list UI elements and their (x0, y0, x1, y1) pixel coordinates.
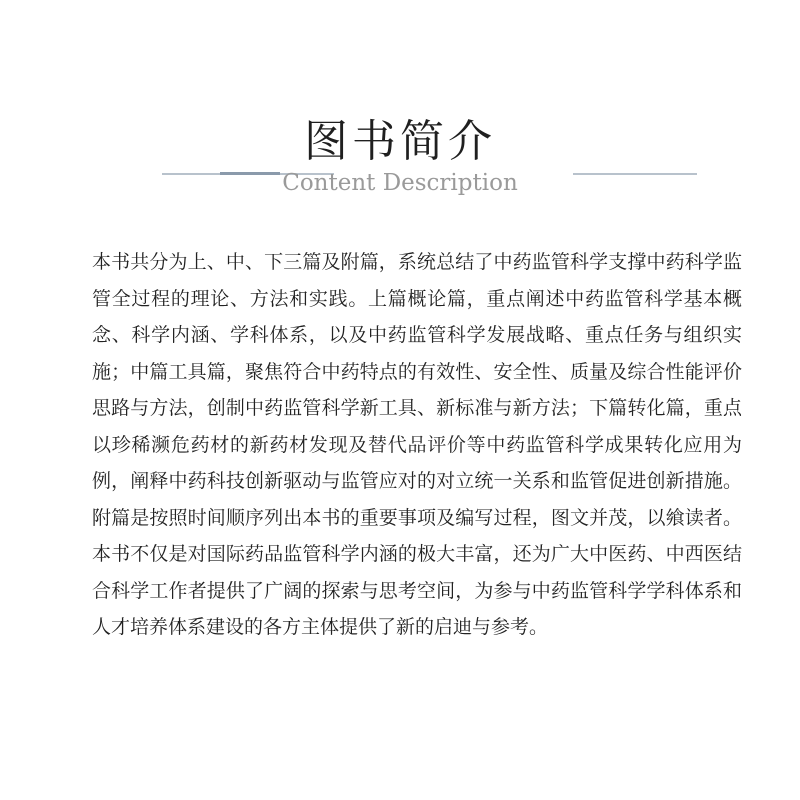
section-subtitle: Content Description (282, 170, 518, 196)
section-header (0, 0, 800, 220)
book-description: 本书共分为上、中、下三篇及附篇，系统总结了中药监管科学支撑中药科学监管全过程的理论、方法和实践。上篇概论篇，重点阐述中药监管科学基本概念、科学内涵、学科体系，以及中药监管科学发展战略、重点任务与组织实施；中篇工具篇，聚焦符合中药特点的有效性、安全性、质量及综合性能评价思路与方法，创制中药监管科学新工具、新标准与新方法；下篇转化篇，重点以珍稀濒危药材的新药材发现及替代品评价等中药监管科学成果转化应用为例，阐释中药科技创新驱动与监管应对的对立统一关系和监管促进创新措施。附篇是按照时间顺序列出本书的重要事项及编写过程，图文并茂，以飨读者。本书不仅是对国际药品监管科学内涵的极大丰富，还为广大中医药、中西医结合科学工作者提供了广阔的探索与思考空间，为参与中药监管科学学科体系和人才培养体系建设的各方主体提供了新的启迪与参考。 (92, 251, 742, 638)
section-title: 图书简介 (304, 116, 496, 167)
